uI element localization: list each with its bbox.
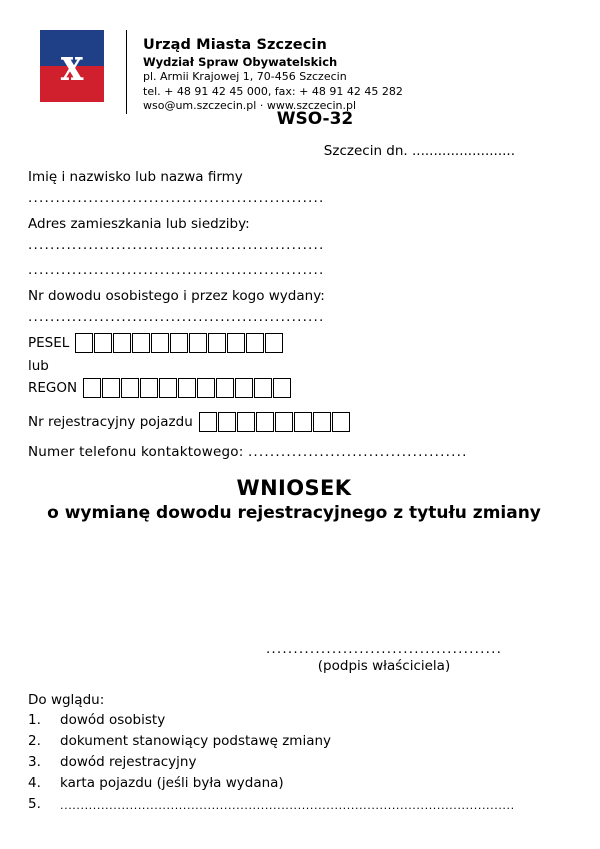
form-code: WSO-32 [276, 109, 354, 129]
organization-phone: tel. + 48 91 42 45 000, fax: + 48 91 42 45 282 [143, 84, 403, 98]
plate-cell[interactable] [332, 412, 350, 432]
address-field-input-2[interactable]: ...................................................... [28, 262, 325, 279]
organization-address: pl. Armii Krajowej 1, 70-456 Szczecin [143, 70, 347, 84]
pesel-cell[interactable] [94, 333, 112, 353]
pesel-cell[interactable] [170, 333, 188, 353]
pesel-cell[interactable] [75, 333, 93, 353]
plate-input-boxes[interactable] [199, 412, 351, 432]
attachments-header: Do wglądu: [28, 692, 105, 709]
phone-row [28, 444, 560, 460]
plate-cell[interactable] [256, 412, 274, 432]
phone-input[interactable]: ........................................ [247, 444, 468, 461]
header-divider [126, 30, 127, 114]
list-item [28, 752, 560, 773]
organization-contact: wso@um.szczecin.pl · www.szczecin.pl [143, 99, 357, 113]
regon-cell[interactable] [216, 378, 234, 398]
griffin-glyph: x [60, 40, 84, 91]
organization-name: Urząd Miasta Szczecin [143, 37, 327, 53]
attachment-text: karta pojazdu (jeśli była wydana) [60, 775, 284, 792]
list-item [28, 773, 560, 794]
plate-cell[interactable] [218, 412, 236, 432]
title-block [28, 476, 560, 523]
attachment-number: 2. [28, 733, 41, 750]
plate-row [28, 412, 560, 432]
pesel-cell[interactable] [246, 333, 264, 353]
regon-cell[interactable] [83, 378, 101, 398]
attachment-number: 3. [28, 754, 41, 771]
signature-line[interactable]: ........................................... [265, 641, 503, 658]
name-field-input[interactable]: ...................................................... [28, 190, 325, 207]
regon-cell[interactable] [159, 378, 177, 398]
address-field-input-1[interactable]: ...................................................... [28, 237, 325, 254]
szczecin-crest-icon [40, 30, 104, 102]
plate-cell[interactable] [199, 412, 217, 432]
regon-cell[interactable] [102, 378, 120, 398]
regon-cell[interactable] [273, 378, 291, 398]
list-item [28, 794, 560, 815]
regon-cell[interactable] [140, 378, 158, 398]
lub-label: lub [28, 358, 49, 375]
phone-label: Numer telefonu kontaktowego: [28, 444, 244, 461]
plate-label: Nr rejestracyjny pojazdu [28, 414, 193, 431]
pesel-cell[interactable] [265, 333, 283, 353]
regon-cell[interactable] [178, 378, 196, 398]
document-header [0, 0, 600, 113]
name-field-label: Imię i nazwisko lub nazwa firmy [28, 169, 243, 185]
pesel-row [28, 333, 560, 353]
document-title: WNIOSEK [236, 476, 352, 501]
plate-cell[interactable] [294, 412, 312, 432]
pesel-input-boxes[interactable] [75, 333, 284, 353]
regon-cell[interactable] [254, 378, 272, 398]
attachment-text: dokument stanowiący podstawę zmiany [60, 733, 332, 750]
form-body [0, 129, 600, 815]
regon-label: REGON [28, 380, 78, 397]
attachment-number: 5. [28, 796, 41, 812]
list-item [28, 731, 560, 752]
attachments-block [28, 692, 560, 815]
regon-row [28, 378, 560, 398]
pesel-cell[interactable] [208, 333, 226, 353]
pesel-cell[interactable] [113, 333, 131, 353]
header-text-block [143, 30, 403, 114]
signature-block [28, 641, 560, 674]
address-field-label: Adres zamieszkania lub siedziby: [28, 216, 250, 233]
pesel-label: PESEL [28, 335, 70, 352]
plate-cell[interactable] [275, 412, 293, 432]
pesel-cell[interactable] [132, 333, 150, 353]
plate-cell[interactable] [237, 412, 255, 432]
attachment-number: 1. [28, 712, 41, 729]
pesel-cell[interactable] [151, 333, 169, 353]
attachment-text: dowód rejestracyjny [60, 754, 197, 771]
attachment-number: 4. [28, 775, 41, 792]
organization-department: Wydział Spraw Obywatelskich [143, 55, 338, 70]
regon-cell[interactable] [235, 378, 253, 398]
regon-input-boxes[interactable] [83, 378, 292, 398]
pesel-cell[interactable] [227, 333, 245, 353]
attachment-blank-line[interactable]: ............................................................................................................... [60, 799, 515, 812]
pesel-cell[interactable] [189, 333, 207, 353]
plate-cell[interactable] [313, 412, 331, 432]
document-subtitle: o wymianę dowodu rejestracyjnego z tytułu zmiany [47, 503, 541, 524]
id-field-label: Nr dowodu osobistego i przez kogo wydany: [28, 288, 325, 305]
regon-cell[interactable] [197, 378, 215, 398]
attachment-text: dowód osobisty [60, 712, 166, 729]
list-item [28, 710, 560, 731]
signature-caption: (podpis właściciela) [317, 658, 451, 675]
city-date-line[interactable]: Szczecin dn. ........................ [323, 143, 515, 159]
id-field-input[interactable]: ...................................................... [28, 309, 325, 326]
regon-cell[interactable] [121, 378, 139, 398]
